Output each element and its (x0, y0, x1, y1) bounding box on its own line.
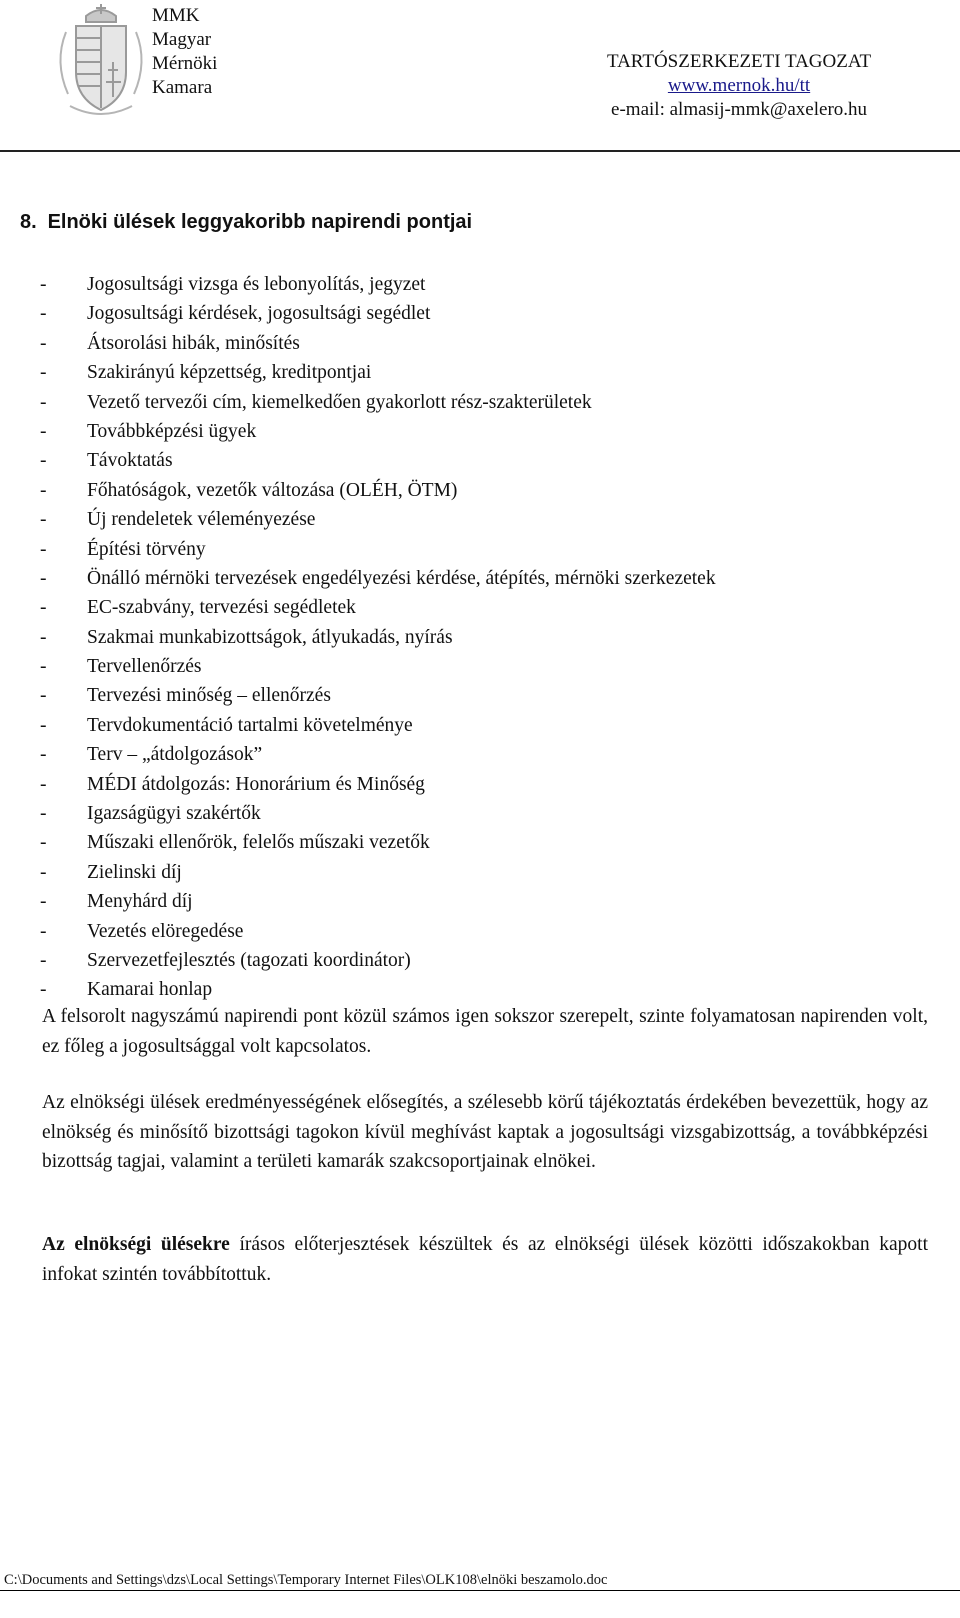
list-dash-marker: - (40, 861, 47, 883)
paragraph-summary: A felsorolt nagyszámú napirendi pont közül számos igen sokszor szerepelt, szinte folyamatosan napirenden volt, ez főleg a jogosultsággal volt kapcsolatos. (42, 1006, 928, 1057)
section-heading (20, 211, 472, 234)
agenda-list-item (40, 975, 716, 1004)
list-dash-marker: - (40, 891, 47, 913)
agenda-item-text: Tervellenőrzés (87, 656, 202, 678)
website-link[interactable]: www.mernok.hu/tt (667, 75, 811, 96)
list-dash-marker: - (40, 538, 47, 560)
org-name-line: Mérnöki (152, 53, 218, 74)
agenda-list-item (40, 535, 716, 564)
agenda-list (40, 270, 716, 1005)
list-dash-marker: - (40, 803, 47, 825)
list-dash-marker: - (40, 744, 47, 766)
list-dash-marker: - (40, 450, 47, 472)
agenda-item-text: Tervezési minőség – ellenőrzés (87, 685, 331, 707)
agenda-list-item (40, 681, 716, 710)
agenda-item-text: Új rendeletek véleményezése (87, 509, 316, 531)
paragraph-invitations: Az elnökségi ülések eredményességének elősegítés, a szélesebb körű tájékoztatás érdekében bevezettük, hogy az elnökség és minősítő bizottsági tagokon kívül meghívást kaptak a jogosultsági vizsgabizottság, a továbbképzési bizottság tagjai, valamint a területi kamarák szakcsoportjainak elnökei. (42, 1092, 928, 1172)
agenda-item-text: Zielinski díj (87, 861, 182, 883)
header-divider (0, 150, 960, 152)
list-dash-marker: - (40, 420, 47, 442)
agenda-list-item (40, 799, 716, 828)
agenda-item-text: Szakmai munkabizottságok, átlyukadás, nyírás (87, 626, 453, 648)
list-dash-marker: - (40, 509, 47, 531)
agenda-item-text: Vezetés elöregedése (87, 920, 244, 942)
paragraph-rest: írásos előterjesztések készültek és az elnökségi ülések közötti időszakokban kapott infokat szintén továbbítottuk. (42, 1234, 928, 1285)
agenda-item-text: Kamarai honlap (87, 979, 213, 1001)
agenda-list-item (40, 299, 716, 328)
list-dash-marker: - (40, 626, 47, 648)
agenda-list-item (40, 887, 716, 916)
agenda-list-item (40, 270, 716, 299)
agenda-list-item (40, 946, 716, 975)
list-dash-marker: - (40, 920, 47, 942)
agenda-list-item (40, 917, 716, 946)
agenda-list-item (40, 417, 716, 446)
agenda-list-item (40, 623, 716, 652)
agenda-item-text: Távoktatás (87, 450, 173, 472)
org-name-line: Kamara (152, 77, 213, 98)
agenda-item-text: Továbbképzési ügyek (87, 420, 257, 442)
list-dash-marker: - (40, 332, 47, 354)
list-dash-marker: - (40, 479, 47, 501)
list-dash-marker: - (40, 391, 47, 413)
list-dash-marker: - (40, 685, 47, 707)
agenda-list-item (40, 652, 716, 681)
list-dash-marker: - (40, 832, 47, 854)
paragraph-bold-lead: Az elnökségi ülésekre (42, 1234, 230, 1255)
agenda-item-text: Tervdokumentáció tartalmi követelménye (87, 714, 413, 736)
list-dash-marker: - (40, 274, 47, 295)
agenda-item-text: Szervezetfejlesztés (tagozati koordinátor) (87, 949, 411, 971)
agenda-item-text: Jogosultsági vizsga és lebonyolítás, jegyzet (87, 274, 426, 295)
agenda-list-item (40, 740, 716, 769)
list-dash-marker: - (40, 656, 47, 678)
agenda-list-item (40, 858, 716, 887)
agenda-list-item (40, 505, 716, 534)
agenda-list-item (40, 828, 716, 857)
list-dash-marker: - (40, 597, 47, 619)
section-number: 8. (20, 211, 37, 233)
agenda-list-item (40, 476, 716, 505)
list-dash-marker: - (40, 714, 47, 736)
agenda-item-text: Főhatóságok, vezetők változása (OLÉH, ÖTM) (87, 479, 458, 501)
agenda-item-text: Terv – „átdolgozások” (87, 744, 263, 766)
agenda-list-item (40, 446, 716, 475)
org-name-line: MMK (152, 5, 200, 26)
list-dash-marker: - (40, 979, 47, 1001)
agenda-item-text: Építési törvény (87, 538, 206, 560)
agenda-list-item (40, 770, 716, 799)
page-header (0, 0, 960, 150)
footer-divider (0, 1590, 960, 1591)
agenda-item-text: Jogosultsági kérdések, jogosultsági segédlet (87, 303, 431, 325)
agenda-item-text: Műszaki ellenőrök, felelős műszaki vezetők (87, 832, 430, 854)
org-name-line: Magyar (152, 29, 212, 50)
agenda-item-text: MÉDI átdolgozás: Honorárium és Minőség (87, 773, 425, 795)
paragraph-submissions (42, 1230, 928, 1289)
list-dash-marker: - (40, 303, 47, 325)
agenda-list-item (40, 593, 716, 622)
division-title: TARTÓSZERKEZETI TAGOZAT (607, 51, 872, 72)
agenda-item-text: Vezető tervezői cím, kiemelkedően gyakorlott rész-szakterületek (87, 391, 592, 413)
agenda-item-text: EC-szabvány, tervezési segédletek (87, 597, 356, 619)
agenda-list-item (40, 358, 716, 387)
agenda-list-item (40, 388, 716, 417)
list-dash-marker: - (40, 362, 47, 384)
agenda-item-text: Igazságügyi szakértők (87, 803, 261, 825)
list-dash-marker: - (40, 949, 47, 971)
agenda-item-text: Menyhárd díj (87, 891, 193, 913)
list-dash-marker: - (40, 773, 47, 795)
agenda-list-item (40, 329, 716, 358)
agenda-item-text: Átsorolási hibák, minősítés (87, 332, 300, 354)
hungarian-coat-of-arms-logo (46, 2, 156, 120)
list-dash-marker: - (40, 567, 47, 589)
agenda-item-text: Önálló mérnöki tervezések engedélyezési kérdése, átépítés, mérnöki szerkezetek (87, 567, 716, 589)
email-address: e-mail: almasij-mmk@axelero.hu (611, 99, 868, 120)
agenda-item-text: Szakirányú képzettség, kreditpontjai (87, 362, 372, 384)
section-title: Elnöki ülések leggyakoribb napirendi pontjai (47, 211, 473, 233)
division-info (607, 50, 871, 122)
agenda-list-item (40, 564, 716, 593)
organization-name (152, 4, 217, 100)
document-file-path: C:\Documents and Settings\dzs\Local Settings\Temporary Internet Files\OLK108\elnöki beszamolo.doc (4, 1572, 608, 1588)
agenda-list-item (40, 711, 716, 740)
